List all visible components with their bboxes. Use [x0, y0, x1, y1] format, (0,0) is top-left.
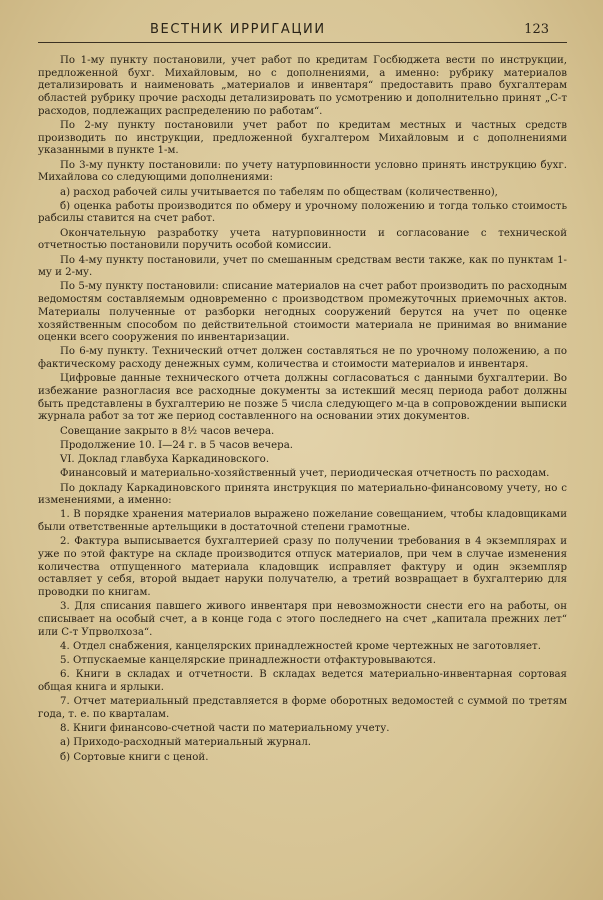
list-item: 7. Отчет материальный представляется в форме оборотных ведомостей с суммой по третям года, т. е. по кварталам. — [38, 696, 567, 720]
page-header — [38, 22, 567, 43]
list-item: б) оценка работы производится по обмеру и урочному положению и тогда только стоимость рабсилы ставится на счет работ. — [38, 200, 567, 225]
paragraph: Совещание закрыто в 8½ часов вечера. — [60, 425, 275, 437]
paragraph: Цифровые данные технического отчета должны согласоваться с данными бухгалтерии. Во избежание разногласия все расходные документы за истекший месяц периода работ должны быть представлены в бухгалтерию не позже 5 числа следующего м-ца в сопровождении выписки журнала работ за тот же период составленного на основании этих документов. — [38, 373, 567, 423]
list-item: 1. В порядке хранения материалов выражено пожелание совещанием, чтобы кладовщиками были ответственные артельщики в достаточной степени грамотные. — [38, 509, 567, 534]
body-text — [38, 55, 567, 764]
section-heading: VI. Доклад главбуха Каркадиновского. — [60, 454, 270, 466]
list-item: 6. Книги в складах и отчетности. В складах ведется материально-инвентарная сортовая общая книга и ярлыки. — [38, 669, 567, 694]
running-title: ВЕСТНИК ИРРИГАЦИИ — [150, 22, 326, 37]
page-number: 123 — [524, 22, 549, 37]
list-item: 5. Отпускаемые канцелярские принадлежности отфактуровываются. — [60, 655, 436, 667]
list-item: а) расход рабочей силы учитывается по табелям по обществам (количественно), — [60, 186, 498, 198]
paragraph: По 2-му пункту постановили учет работ по кредитам местных и частных средств производить по инструкции, предложенной бухгалтером Михайловым и с дополнениями указанными в пункте 1-м. — [38, 120, 567, 157]
paragraph: Финансовый и материально-хозяйственный учет, периодическая отчетность по расходам. — [60, 468, 550, 480]
paragraph: По 5-му пункту постановили: списание материалов на счет работ производить по расходным ведомостям составляемым одновременно с производством промежуточных приемочных актов. Материалы полученные от разборки негодных сооружений берутся на учет по оценке хозяйственным способом по действительной стоимости материала не принимая во внимание оценки всего сооружения по инвентаризации. — [38, 281, 567, 344]
list-item: б) Сортовые книги с ценой. — [60, 751, 209, 763]
paragraph: По 3-му пункту постановили: по учету натурповинности условно принять инструкцию бухг. Михайлова со следующими дополнениями: — [38, 159, 567, 184]
list-item: а) Приходо-расходный материальный журнал. — [60, 737, 312, 749]
list-item: 4. Отдел снабжения, канцелярских принадлежностей кроме чертежных не заготовляет. — [60, 640, 541, 652]
paragraph: По докладу Каркадиновского принята инструкция по материально-финансовому учету, но с изменениями, а именно: — [38, 482, 567, 507]
paragraph: По 1-му пункту постановили, учет работ по кредитам Госбюджета вести по инструкции, предложенной бухг. Михайловым, но с дополнениями, а именно: рубрику материалов детализировать и наименовать „материалов и инвентаря“ предоставить право бухгалтерам областей рубрику прочие расходы детализировать по усмотрению и дополнительно принят „С-т расходов, подлежащих распределению по работам“. — [38, 55, 567, 117]
list-item: 2. Фактура выписывается бухгалтерией сразу по получении требования в 4 экземплярах и уже по этой фактуре на складе производится отпуск материалов, при чем в случае изменения количества отпущенного материала кладовщик исправляет фактуру и один экземпляр оставляет у себя, второй выдает наруки получателю, а третий возвращает в бухгалтерию для проводки по книгам. — [38, 536, 567, 599]
paragraph: По 4-му пункту постановили, учет по смешанным средствам вести также, как по пунктам 1-му и 2-му. — [38, 254, 567, 279]
list-item: 3. Для списания павшего живого инвентаря при невозможности снести его на работы, он списывает на особый счет, а в конце года с этого последнего на счет „капитала прежних лет“ или С-т Упрволхоза“. — [38, 601, 567, 638]
paragraph: По 6-му пункту. Технический отчет должен составляться не по урочному положению, а по фактическому расходу денежных сумм, количества и стоимости материалов и инвентаря. — [38, 346, 567, 371]
paragraph: Окончательную разработку учета натурповинности и согласование с технической отчетностью постановили поручить особой комиссии. — [38, 227, 567, 252]
list-item: 8. Книги финансово-счетной части по материальному учету. — [60, 723, 390, 735]
paragraph: Продолжение 10. I—24 г. в 5 часов вечера. — [60, 439, 294, 451]
